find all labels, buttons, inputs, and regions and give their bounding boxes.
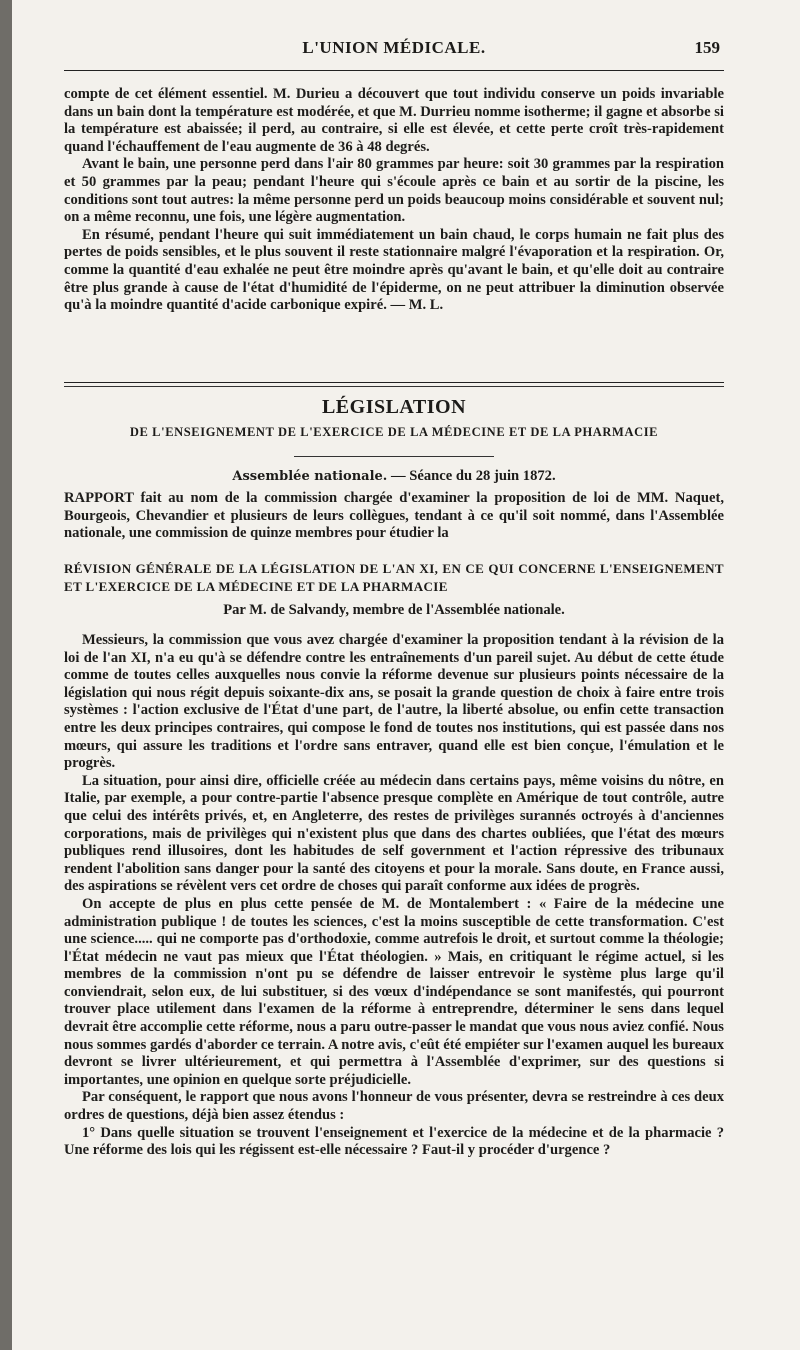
- report-title: RÉVISION GÉNÉRALE DE LA LÉGISLATION DE L'AN XI, EN CE QUI CONCERNE L'ENSEIGNEMENT ET L'EXERCICE DE LA MÉDECINE ET DE LA PHARMACIE: [64, 561, 724, 594]
- report-body: [64, 632, 724, 1160]
- body-paragraph-1: Messieurs, la commission que vous avez chargée d'examiner la proposition tendant à la révision de la loi de l'an XI, n'a eu qu'à se défendre contre les entraînements d'un pareil sujet. Au début de cette étude comme de toutes celles auxquelles nous convie la réforme devenue sur plusieurs points nécessaire de la législation qui nous régit depuis soixante-dix ans, se posait la grande question de choix à faire entre trois systèmes : l'action exclusive de l'État d'une part, de l'autre, la liberté absolue, ou enfin cette transaction entre les deux principes contraires, qui compose le fond de toutes nos institutions, qui est passée dans nos mœurs, qui assure les traditions et l'ordre sans entraver, quand elle est bien conçue, l'émulation et le progrès.: [64, 632, 724, 772]
- body-paragraph-4: Par conséquent, le rapport que nous avons l'honneur de vous présenter, devra se restreindre à ces deux ordres de questions, déjà bien assez étendus :: [64, 1089, 724, 1124]
- intro-paragraph-2: Avant le bain, une personne perd dans l'air 80 grammes par heure: soit 30 grammes par la respiration et 50 grammes par la peau; pendant l'heure qui s'écoule après ce bain et au sortir de la piscine, les conditions sont tout autres: la même personne perd un poids beaucoup moins considérable et souvent nul; on a même reconnu, une fois, une légère augmentation.: [64, 156, 724, 226]
- body-paragraph-5: 1° Dans quelle situation se trouvent l'enseignement et l'exercice de la médecine et de la pharmacie ? Une réforme des lois qui les régissent est-elle nécessaire ? Faut-il y procéder d'urgence ?: [64, 1124, 724, 1159]
- session-line: [64, 468, 724, 485]
- body-paragraph-2: La situation, pour ainsi dire, officielle créée au médecin dans certains pays, même voisins du nôtre, en Italie, par exemple, a pour contre-partie l'absence presque complète en Amérique de tout contrôle, autre que celui des intérêts privés, et, en Angleterre, des restes de privilèges surannés octroyés à d'anciennes corporations, mais de privilèges qui n'existent plus que dans des chartes oubliées, que l'état des mœurs publiques rend illusoires, dont les habitudes de self government et l'action répressive des tribunaux rendent l'abolition sans danger pour la santé des citoyens et pour la morale. Sans doute, en France aussi, des aspirations se révèlent vers cet ordre de choses qui paraît conforme aux idées de progrès.: [64, 772, 724, 895]
- running-head: [64, 38, 724, 62]
- section-subtitle: DE L'ENSEIGNEMENT DE L'EXERCICE DE LA MÉDECINE ET DE LA PHARMACIE: [129, 425, 659, 439]
- assembly-name: Assemblée nationale.: [232, 469, 388, 484]
- report-title-block: [64, 560, 724, 596]
- session-date: — Séance du 28 juin 1872.: [391, 468, 556, 484]
- section-rule-top: [64, 382, 724, 383]
- intro-paragraph-3: En résumé, pendant l'heure qui suit immédiatement un bain chaud, le corps humain ne fait plus des pertes de poids sensibles, et le plus souvent il reste stationnaire malgré l'évaporation et la respiration. Or, comme la quantité d'eau exhalée ne peut être moindre après qu'avant le bain, et qu'elle doit au contraire être plus grande à cause de l'état d'humidité de l'épiderme, on ne peut attribuer la diminution observée qu'à la moindre quantité d'acide carbonique expiré. — M. L.: [64, 226, 724, 314]
- page: [12, 0, 800, 1350]
- journal-title: L'UNION MÉDICALE.: [302, 38, 486, 57]
- page-number: 159: [694, 38, 720, 57]
- section-heading: [64, 396, 724, 440]
- intro-paragraph-1: compte de cet élément essentiel. M. Durieu a découvert que tout individu conserve un poids invariable dans un bain dont la température est modérée, et que M. Durrieu nomme isotherme; il gagne et absorbe si la température est abaissée; il perd, au contraire, si elle est élevée, et cette perte croît très-rapidement quand l'échauffement de l'eau augmente de 36 à 48 degrés.: [64, 86, 724, 155]
- section-title: LÉGISLATION: [321, 396, 467, 418]
- header-rule: [64, 70, 724, 71]
- intro-text: [64, 86, 724, 315]
- report-intro: RAPPORT fait au nom de la commission chargée d'examiner la proposition de loi de MM. Naquet, Bourgeois, Chevandier et plusieurs de leurs collègues, tendant à ce qu'il soit nommé, dans l'Assemblée nationale, une commission de quinze membres pour étudier la: [64, 490, 724, 542]
- body-paragraph-3: On accepte de plus en plus cette pensée de M. de Montalembert : « Faire de la médecine une administration publique ! de toutes les sciences, c'est la moins susceptible de cette transformation. C'est une science..... qui ne comporte pas d'orthodoxie, comme autrefois le droit, et surtout comme la théologie; l'État médecin ne vaut pas mieux que l'État théologien. » Mais, en critiquant le régime actuel, si les membres de la commission n'ont pu se défendre de laisser entrevoir le système plus large qu'il conviendrait, selon eux, de lui substituer, si des vœux d'indépendance se sont manifestés, qui pourront trouver place utilement dans l'examen de la réforme à entreprendre, déterminer le sens dans lequel devrait être accomplie cette réforme, nous a paru outre-passer le mandat que vous nous aviez confié. Nous nous sommes gardés d'aborder ce terrain. A notre avis, c'eût été empiéter sur l'examen auquel les bureaux devront se livrer ultérieurement, et qui permettra à l'Assemblée d'exprimer, sur des questions si importantes, une opinion en quelque sorte préjudicielle.: [64, 895, 724, 1088]
- short-divider: [294, 456, 494, 457]
- author-block: [64, 602, 724, 619]
- report-author: Par M. de Salvandy, membre de l'Assemblée nationale.: [223, 602, 565, 618]
- report-intro-block: [64, 490, 724, 543]
- section-rule-bottom: [64, 386, 724, 387]
